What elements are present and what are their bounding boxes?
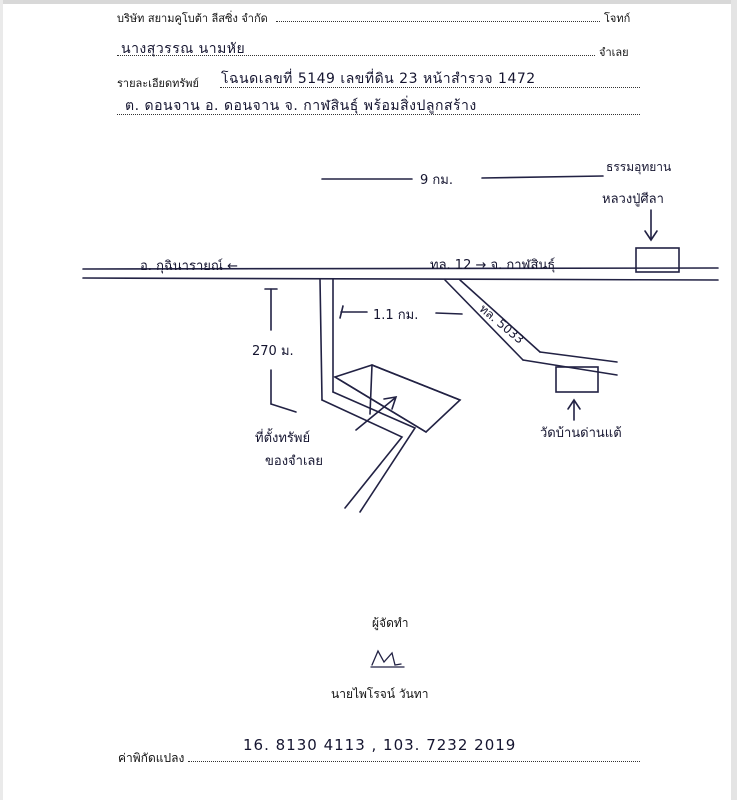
company-name: บริษัท สยามคูโบต้า ลีสซิ่ง จำกัด	[117, 12, 268, 25]
signature-role: ผู้จัดทำ	[372, 616, 409, 630]
landmark-name: ธรรมอุทยาน	[606, 160, 672, 174]
parcel-diagonal-2	[370, 365, 372, 414]
top-distance-label: 9 กม.	[420, 173, 453, 188]
coordinates-dotted-line	[188, 761, 640, 762]
defendant-label: จำเลย	[599, 46, 629, 59]
mid-distance-label: 1.1 กม.	[373, 308, 419, 323]
property-label: รายละเอียดทรัพย์	[117, 77, 199, 90]
coordinates-value: 16. 8130 4113 , 103. 7232 2019	[243, 736, 517, 754]
property-location-line: ต. ดอนจาน อ. ดอนจาน จ. กาฬสินธุ์ พร้อมสิ่งปลูกสร้าง	[125, 98, 477, 114]
landmark-subname: หลวงปู่ศีลา	[602, 192, 664, 207]
defendant-name: นางสุวรรณ นามหัย	[121, 41, 246, 57]
coordinates-label: ค่าพิกัดแปลง	[118, 751, 185, 765]
top-distance-line-right	[482, 176, 603, 178]
mid-distance-right	[436, 313, 462, 314]
road-right-label: ทล. 12 → จ. กาฬสินธุ์	[430, 258, 556, 273]
side-road-left-edge	[320, 279, 322, 400]
side-measure-tail	[271, 404, 296, 412]
temple-label: วัดบ้านด่านแต้	[540, 426, 622, 441]
branch-road-upper-edge	[540, 352, 617, 362]
plaintiff-label: โจทก์	[604, 12, 631, 25]
side-distance-label: 270 ม.	[252, 344, 294, 359]
signature-mark	[372, 651, 401, 665]
highway-bottom-edge	[83, 278, 718, 280]
road-left-label: อ. กุฉินารายณ์ ←	[140, 259, 238, 274]
signature-name: นายไพโรจน์ วันทา	[331, 687, 429, 701]
property-site-label: ที่ตั้งทรัพย์	[255, 431, 311, 446]
property-deed-line: โฉนดเลขที่ 5149 เลขที่ดิน 23 หน้าสำรวจ 1472	[221, 71, 536, 87]
property-owner-label: ของจำเลย	[265, 454, 323, 469]
parcel-diagonal-3	[372, 365, 460, 400]
branch-road-label: ทล. 5033	[476, 301, 527, 347]
parcel-diagonal-1	[335, 377, 426, 432]
